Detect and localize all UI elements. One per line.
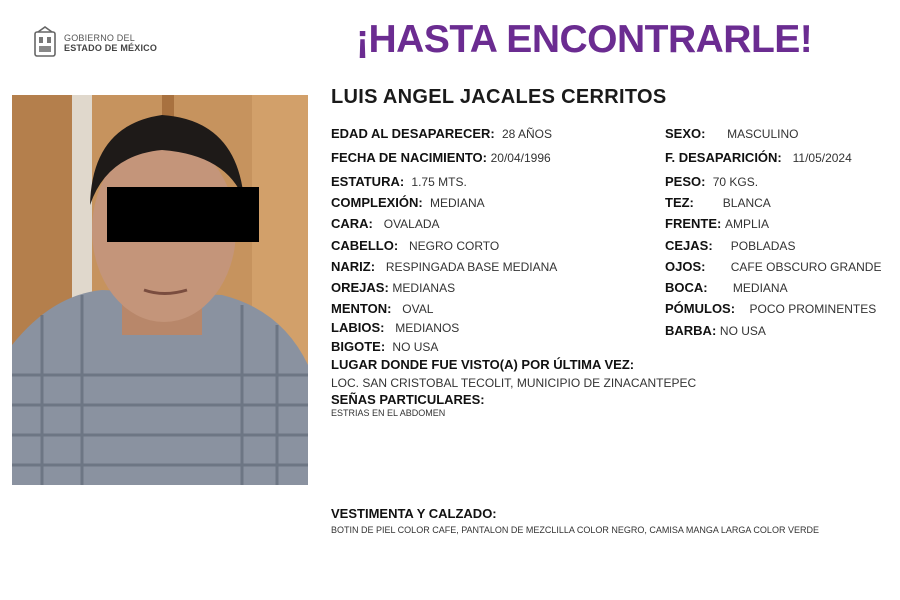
marks-value: ESTRIAS EN EL ABDOMEN xyxy=(331,408,446,418)
field-lips: LABIOS: MEDIANOS xyxy=(331,320,460,335)
field-disappearance-date: F. DESAPARICIÓN: 11/05/2024 xyxy=(665,150,852,165)
eye-censor-bar xyxy=(107,187,259,242)
field-hair: CABELLO: NEGRO CORTO xyxy=(331,238,500,253)
field-complexion: TEZ: BLANCA xyxy=(665,195,771,210)
field-chin: MENTON: OVAL xyxy=(331,301,434,316)
field-cheekbones: PÓMULOS: POCO PROMINENTES xyxy=(665,301,877,316)
state-seal-icon xyxy=(32,26,58,60)
field-face: CARA: OVALADA xyxy=(331,216,440,231)
field-nose: NARIZ: RESPINGADA BASE MEDIANA xyxy=(331,259,558,274)
clothing-value: BOTIN DE PIEL COLOR CAFE, PANTALON DE MEZCLILLA COLOR NEGRO, CAMISA MANGA LARGA COLOR VERDE xyxy=(331,525,819,535)
clothing-label: VESTIMENTA Y CALZADO: xyxy=(331,506,497,521)
field-eyes: OJOS: CAFE OBSCURO GRANDE xyxy=(665,259,882,274)
gov-line-1: GOBIERNO DEL xyxy=(64,33,135,43)
field-beard: BARBA: NO USA xyxy=(665,323,766,338)
field-weight: PESO: 70 KGS. xyxy=(665,174,759,189)
gov-line-2: ESTADO DE MÉXICO xyxy=(64,43,158,53)
field-age: EDAD AL DESAPARECER: 28 AÑOS xyxy=(331,126,552,141)
field-build: COMPLEXIÓN: MEDIANA xyxy=(331,195,485,210)
field-mouth: BOCA: MEDIANA xyxy=(665,280,788,295)
field-mustache: BIGOTE: NO USA xyxy=(331,339,439,354)
field-sex: SEXO: MASCULINO xyxy=(665,126,799,141)
marks-label: SEÑAS PARTICULARES: xyxy=(331,392,485,407)
last-seen-label: LUGAR DONDE FUE VISTO(A) POR ÚLTIMA VEZ: xyxy=(331,357,635,372)
field-ears: OREJAS: MEDIANAS xyxy=(331,280,456,295)
field-eyebrows: CEJAS: POBLADAS xyxy=(665,238,796,253)
field-height: ESTATURA: 1.75 MTS. xyxy=(331,174,467,189)
last-seen-value: LOC. SAN CRISTOBAL TECOLIT, MUNICIPIO DE ZINACANTEPEC xyxy=(331,376,697,390)
headline: ¡HASTA ENCONTRARLE! xyxy=(356,18,813,61)
field-forehead: FRENTE: AMPLIA xyxy=(665,216,769,231)
field-birthdate: FECHA DE NACIMIENTO: 20/04/1996 xyxy=(331,150,551,165)
government-logo xyxy=(32,26,157,60)
person-photo xyxy=(12,95,308,485)
person-name: LUIS ANGEL JACALES CERRITOS xyxy=(331,86,667,108)
